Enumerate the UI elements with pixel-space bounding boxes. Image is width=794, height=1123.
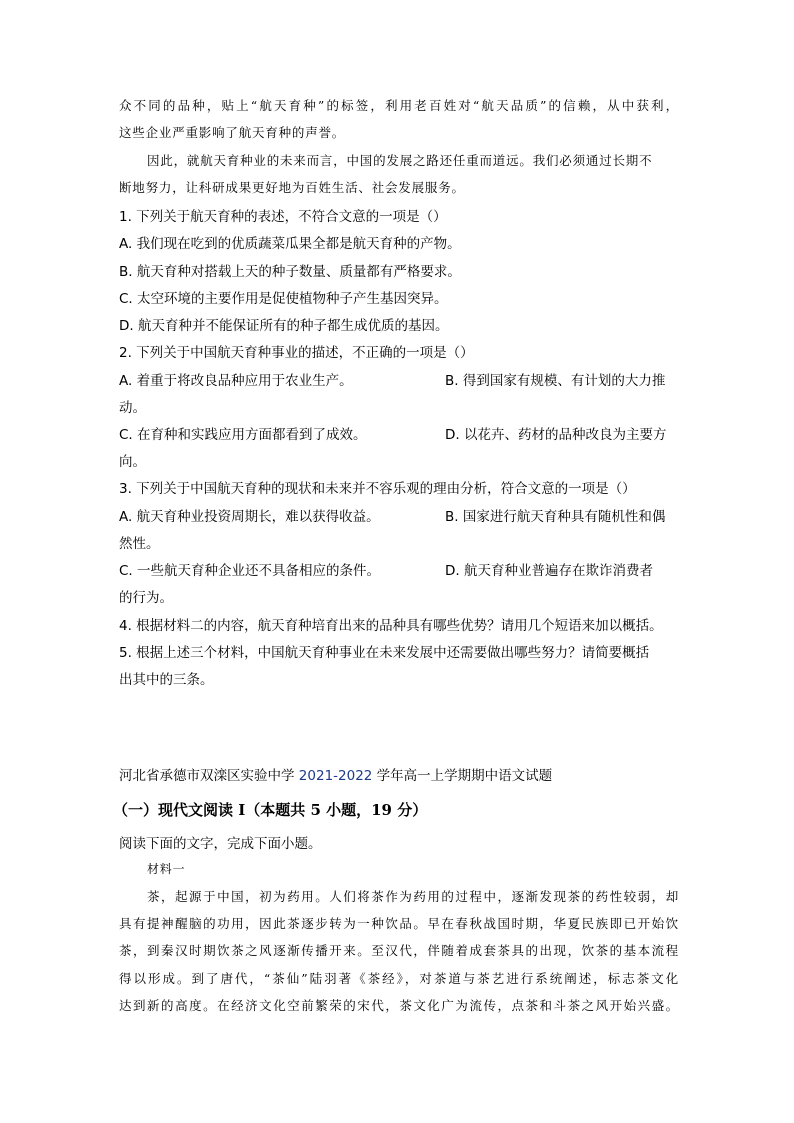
question-2-option-a: A. 着重于将改良品种应用于农业生产。 bbox=[119, 373, 353, 389]
question-3-option-c: C. 一些航天育种企业还不具备相应的条件。 bbox=[119, 563, 381, 579]
material-line: 得以形成。到了唐代，“茶仙”陆羽著《茶经》，对茶道与茶艺进行系统阐述，标志茶文化 bbox=[119, 971, 679, 986]
material-label: 材料一 bbox=[147, 862, 186, 876]
question-2-option-d: D. 以花卉、药材的品种改良为主要方 bbox=[445, 427, 667, 443]
question-1-option-c: C. 太空环境的主要作用是促使植物种子产生基因突异。 bbox=[119, 291, 448, 307]
question-1-option-d: D. 航天育种并不能保证所有的种子都生成优质的基因。 bbox=[119, 318, 449, 334]
passage-line: 断地努力，让科研成果更好地为百姓生活、社会发展服务。 bbox=[119, 180, 465, 195]
question-1-stem: 1. 下列关于航天育种的表述，不符合文意的一项是（） bbox=[119, 209, 447, 225]
material-line: 达到新的高度。在经济文化空前繁荣的宋代，茶文化广为流传，点茶和斗茶之风开始兴盛。 bbox=[119, 998, 679, 1013]
question-3-option-b: B. 国家进行航天育种具有随机性和偶 bbox=[445, 509, 666, 525]
question-1-option-a: A. 我们现在吃到的优质蔬菜瓜果全都是航天育种的产物。 bbox=[119, 236, 461, 252]
question-2-option-c: C. 在育种和实践应用方面都看到了成效。 bbox=[119, 427, 367, 443]
passage-line: 众不同的品种，贴上“航天育种”的标签，利用老百姓对“航天品质”的信赖，从中获利， bbox=[119, 98, 679, 113]
question-2-stem: 2. 下列关于中国航天育种事业的描述，不正确的一项是（） bbox=[119, 345, 474, 361]
exam-title bbox=[119, 764, 552, 784]
passage-line: 因此，就航天育种业的未来而言，中国的发展之路还任重而道远。我们必须通过长期不 bbox=[147, 153, 653, 168]
question-2-option-d-wrap: 向。 bbox=[119, 454, 146, 470]
question-5-line: 出其中的三条。 bbox=[119, 672, 214, 688]
exam-title-suffix: 学年高一上学期期中语文试题 bbox=[372, 768, 553, 784]
question-3-stem: 3. 下列关于中国航天育种的现状和未来并不容乐观的理由分析，符合文意的一项是（） bbox=[119, 481, 636, 497]
question-1-option-b: B. 航天育种对搭载上天的种子数量、质量都有严格要求。 bbox=[119, 264, 461, 280]
section-heading: （一）现代文阅读 I（本题共 5 小题，19 分） bbox=[113, 801, 428, 819]
question-3-option-a: A. 航天育种业投资周期长，难以获得收益。 bbox=[119, 509, 380, 525]
question-2-option-b: B. 得到国家有规模、有计划的大力推 bbox=[445, 373, 666, 389]
question-2-option-b-wrap: 动。 bbox=[119, 400, 146, 416]
material-line: 具有提神醒脑的功用，因此茶逐步转为一种饮品。早在春秋战国时期，华夏民族即已开始饮 bbox=[119, 916, 679, 931]
question-3-option-d: D. 航天育种业普遍存在欺诈消费者 bbox=[445, 563, 653, 579]
question-3-option-d-wrap: 的行为。 bbox=[119, 590, 173, 606]
reading-instruction: 阅读下面的文字，完成下面小题。 bbox=[119, 836, 322, 852]
question-4: 4. 根据材料二的内容，航天育种培育出来的品种具有哪些优势？请用几个短语来加以概括。 bbox=[119, 618, 663, 634]
question-5-line: 5. 根据上述三个材料，中国航天育种事业在未来发展中还需要做出哪些努力？请简要概括 bbox=[119, 645, 650, 661]
question-3-option-b-wrap: 然性。 bbox=[119, 536, 160, 552]
exam-title-prefix: 河北省承德市双滦区实验中学 bbox=[119, 768, 299, 784]
exam-title-year: 2021-2022 bbox=[298, 768, 373, 784]
material-line: 茶，起源于中国，初为药用。人们将茶作为药用的过程中，逐渐发现茶的药性较弱，却 bbox=[147, 889, 679, 904]
passage-line: 这些企业严重影响了航天育种的声誉。 bbox=[119, 125, 346, 140]
material-line: 茶，到秦汉时期饮茶之风逐渐传播开来。至汉代，伴随着成套茶具的出现，饮茶的基本流程 bbox=[119, 943, 679, 958]
